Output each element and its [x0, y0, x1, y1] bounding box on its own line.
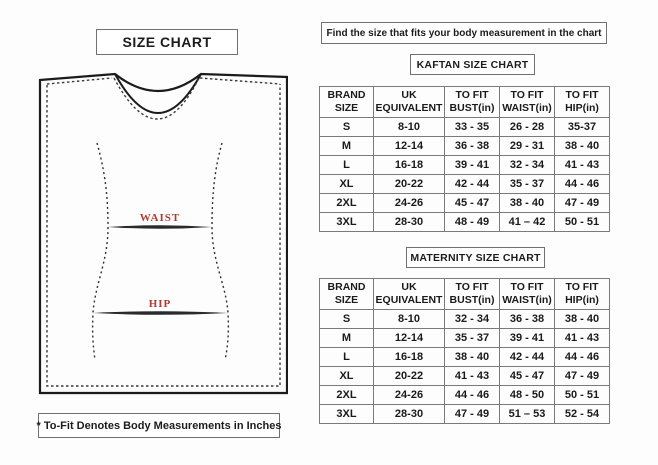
- column-header: TO FIT WAIST(in): [500, 279, 555, 310]
- kaftan-chart-title: KAFTAN SIZE CHART: [410, 54, 535, 75]
- table-row: [320, 213, 610, 232]
- table-cell: 47 - 49: [445, 405, 500, 424]
- table-header-row: [320, 87, 610, 118]
- column-header: TO FIT BUST(in): [445, 279, 500, 310]
- table-cell: 41 - 43: [555, 329, 610, 348]
- table-row: [320, 386, 610, 405]
- body-silhouette-left: [93, 143, 108, 360]
- hip-line: [93, 311, 228, 315]
- table-cell: 44 - 46: [555, 348, 610, 367]
- table-row: [320, 348, 610, 367]
- column-header: TO FIT WAIST(in): [500, 87, 555, 118]
- table-cell: 39 - 41: [500, 329, 555, 348]
- table-cell: 42 - 44: [445, 175, 500, 194]
- table-cell: 50 - 51: [555, 213, 610, 232]
- table-cell: 28-30: [374, 405, 445, 424]
- table-row: [320, 118, 610, 137]
- table-row: [320, 175, 610, 194]
- table-cell: XL: [320, 175, 374, 194]
- table-row: [320, 405, 610, 424]
- kaftan-garment-diagram: [38, 70, 288, 395]
- table-cell: 41 – 42: [500, 213, 555, 232]
- table-cell: 52 - 54: [555, 405, 610, 424]
- table-cell: L: [320, 156, 374, 175]
- table-cell: 3XL: [320, 405, 374, 424]
- table-cell: 32 - 34: [445, 310, 500, 329]
- table-cell: 26 - 28: [500, 118, 555, 137]
- table-cell: 38 - 40: [500, 194, 555, 213]
- column-header: UK EQUIVALENT: [374, 279, 445, 310]
- table-cell: 35 - 37: [445, 329, 500, 348]
- table-cell: S: [320, 118, 374, 137]
- table-cell: 44 - 46: [555, 175, 610, 194]
- table-row: [320, 156, 610, 175]
- table-row: [320, 329, 610, 348]
- stitch-line-frame: [47, 84, 280, 386]
- table-cell: 20-22: [374, 175, 445, 194]
- table-cell: 51 – 53: [500, 405, 555, 424]
- table-cell: 8-10: [374, 310, 445, 329]
- table-cell: 47 - 49: [555, 194, 610, 213]
- table-cell: 38 - 40: [555, 137, 610, 156]
- table-cell: 38 - 40: [555, 310, 610, 329]
- table-row: [320, 137, 610, 156]
- maternity-size-table: [319, 278, 610, 424]
- table-cell: 38 - 40: [445, 348, 500, 367]
- table-cell: 45 - 47: [500, 367, 555, 386]
- table-cell: 8-10: [374, 118, 445, 137]
- table-cell: 36 - 38: [445, 137, 500, 156]
- table-cell: 41 - 43: [555, 156, 610, 175]
- waist-label: WAIST: [139, 212, 181, 224]
- table-cell: 16-18: [374, 348, 445, 367]
- fit-instruction-banner: Find the size that fits your body measurement in the chart: [321, 22, 607, 44]
- garment-outline: [40, 74, 287, 393]
- waist-line: [108, 225, 212, 229]
- table-cell: XL: [320, 367, 374, 386]
- table-cell: 45 - 47: [445, 194, 500, 213]
- column-header: UK EQUIVALENT: [374, 87, 445, 118]
- table-cell: 47 - 49: [555, 367, 610, 386]
- column-header: BRAND SIZE: [320, 87, 374, 118]
- table-cell: 44 - 46: [445, 386, 500, 405]
- table-cell: 50 - 51: [555, 386, 610, 405]
- column-header: TO FIT BUST(in): [445, 87, 500, 118]
- table-header-row: [320, 279, 610, 310]
- table-cell: 20-22: [374, 367, 445, 386]
- table-cell: 24-26: [374, 386, 445, 405]
- table-row: [320, 194, 610, 213]
- table-cell: S: [320, 310, 374, 329]
- stitch-line-shoulder-right: [200, 78, 280, 84]
- table-cell: 42 - 44: [500, 348, 555, 367]
- page-title: SIZE CHART: [96, 29, 238, 55]
- table-cell: 2XL: [320, 386, 374, 405]
- table-cell: 36 - 38: [500, 310, 555, 329]
- table-cell: 3XL: [320, 213, 374, 232]
- table-cell: 28-30: [374, 213, 445, 232]
- table-cell: 12-14: [374, 329, 445, 348]
- table-cell: 29 - 31: [500, 137, 555, 156]
- column-header: BRAND SIZE: [320, 279, 374, 310]
- kaftan-size-table: [319, 86, 610, 232]
- table-cell: 41 - 43: [445, 367, 500, 386]
- column-header: TO FIT HIP(in): [555, 87, 610, 118]
- table-row: [320, 367, 610, 386]
- table-cell: 12-14: [374, 137, 445, 156]
- table-cell: 39 - 41: [445, 156, 500, 175]
- to-fit-footnote: * To-Fit Denotes Body Measurements in Inches: [38, 413, 280, 438]
- table-row: [320, 310, 610, 329]
- hip-label: HIP: [148, 298, 172, 310]
- table-cell: M: [320, 329, 374, 348]
- table-cell: 35-37: [555, 118, 610, 137]
- table-cell: 48 - 50: [500, 386, 555, 405]
- table-cell: L: [320, 348, 374, 367]
- neckline-curve: [115, 74, 201, 113]
- body-silhouette-right: [212, 143, 228, 360]
- table-cell: 16-18: [374, 156, 445, 175]
- table-cell: 2XL: [320, 194, 374, 213]
- maternity-chart-title: MATERNITY SIZE CHART: [406, 247, 545, 268]
- column-header: TO FIT HIP(in): [555, 279, 610, 310]
- table-cell: 48 - 49: [445, 213, 500, 232]
- table-cell: 32 - 34: [500, 156, 555, 175]
- table-cell: 33 - 35: [445, 118, 500, 137]
- table-cell: M: [320, 137, 374, 156]
- table-cell: 35 - 37: [500, 175, 555, 194]
- table-cell: 24-26: [374, 194, 445, 213]
